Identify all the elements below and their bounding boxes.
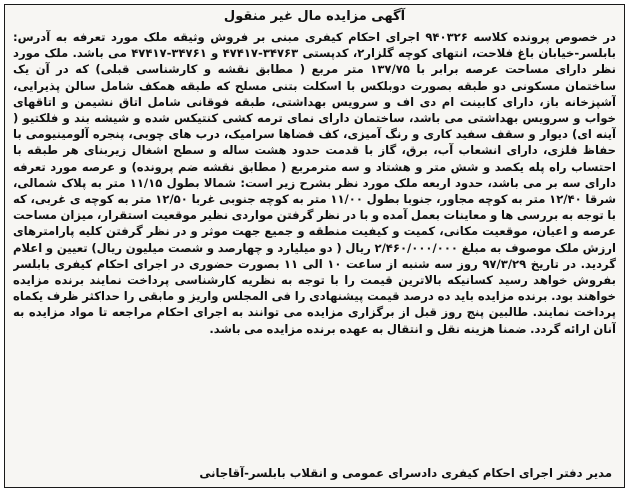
notice-body: در خصوص پرونده کلاسه ۹۴۰۳۲۶ اجرای احکام کیفری مبنی بر فروش وثیقه ملک مورد تعرفه به آدرس: بابلسر-خیابان باغ فلاحت، انتهای کوچه گلزار۲، کدپستی ۳۴۷۶۳-۴۷۴۱۷ و ۳۴۷۶۱-۴۷۴۱۷ می باشد. ملک مورد نظر دارای مساحت عرصه برابر با ۱۳۷/۷۵ متر مربع ( مطابق نقشه و کارشناسی قبلی) که در آن یک ساختمان مسکونی دو طبقه بصورت دوبلکس با اسکلت بتنی مسلح که طبقه همکف شامل سالن پذیرایی، آشپزخانه باز، دارای کابینت ام دی اف و سرویس بهداشتی، طبقه فوقانی شامل اتاق نشیمن و اتاقهای خواب و سرویس بهداشتی می باشد، ساختمان دارای نمای ترمه کشی کنتیکس شده و شیشه بند و فلکتیو ( آینه ای) دیوار و سقف سفید کاری و رنگ آمیزی، کف فضاها سرامیک، درب های چوبی، پنجره آلومینیومی با حفاظ فلزی، دارای انشعاب آب، برق، گاز با قدمت حدود هشت ساله و سطح اشغال زیربنای هر طبقه با احتساب راه پله یکصد و شش متر و هشتاد و سه مترمربع ( مطابق نقشه ضم پرونده) و عرصه مورد تعرفه دارای سه بر می باشد، حدود اربعه ملک مورد نظر بشرح زیر است: شمالا بطول ۱۱/۱۵ متر به پلاک شمالی، شرقا ۱۲/۴۰ متر به کوچه مجاور، جنوبا بطول ۱۱/۰۰ متر به کوچه جنوبی غربا ۱۲/۵۰ متر به کوچه ی غربی، که با توجه به بررسی ها و معاینات بعمل آمده و با در نظر گرفتن مواردی نظیر موقعیت استقرار، میزان مساحت عرصه و اعیان، موقعیت مکانی، کمیت و کیفیت منطقه و جمیع جهت موثر و در نظر گرفتن کلیه پارامترهای ارزش ملک موصوف به مبلغ ۲/۴۶۰/۰۰۰/۰۰۰ ریال ( دو میلیارد و چهارصد و شصت میلیون ریال) تعیین و اعلام گردید. در تاریخ ۹۷/۳/۲۹ روز سه شنبه از ساعت ۱۰ الی ۱۱ بصورت حضوری در اجرای احکام کیفری بابلسر بفروش خواهد رسید کسانیکه بالاترین قیمت را با توجه به نظریه کارشناسی پرداخت نمایند برنده مزایده خواهند بود. برنده مزایده باید ده درصد قیمت پیشنهادی را فی المجلس واریز و مابقی را حداکثر ظرف یکماه پرداخت نمایند. طالبین پنج روز قبل از برگزاری مزایده می توانند به اجرای احکام مراجعه تا مواد مزایده به آنان ارائه گردد. ضمنا هزینه نقل و انتقال به عهده برنده مزایده می باشد.	[13, 30, 616, 336]
notice-signature: مدیر دفتر اجرای احکام کیفری دادسرای عمومی و انقلاب بابلسر-آقاجانی	[199, 466, 612, 480]
notice-title: آگهی مزایده مال غیر منقول	[223, 9, 406, 24]
notice-frame	[4, 4, 625, 488]
